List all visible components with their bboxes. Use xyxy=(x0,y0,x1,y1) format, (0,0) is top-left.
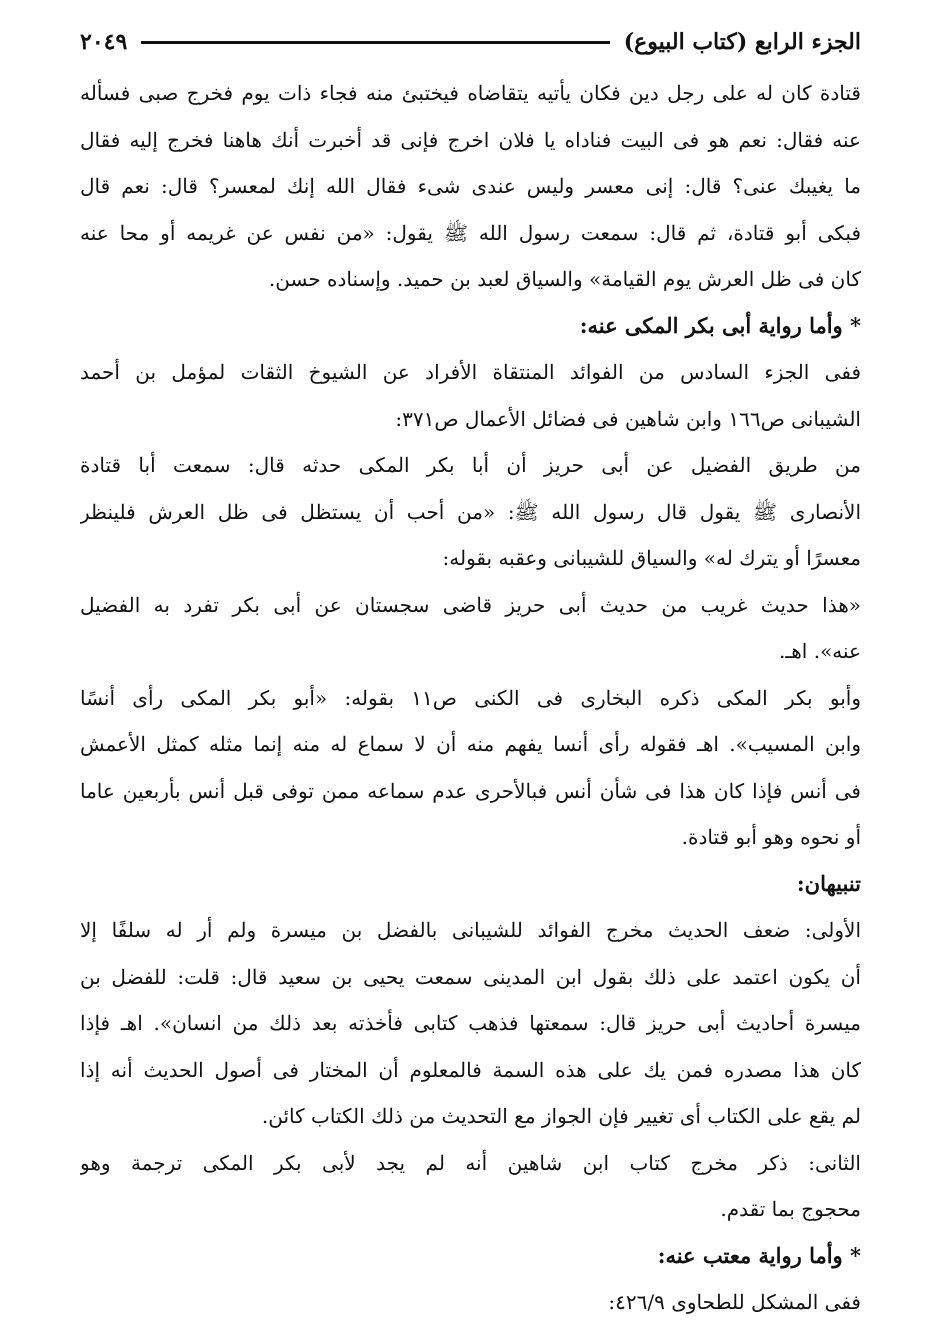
page-body xyxy=(80,70,861,1326)
text-line: ميسرة أحاديث أبى حريز قال: سمعتها فذهب كتابى فأخذته بعد ذلك من انسان». اهـ فإذا xyxy=(80,1011,861,1035)
text-line: أو نحوه وهو أبو قتادة. xyxy=(681,825,861,849)
section-heading-line: * وأما رواية معتب عنه: xyxy=(657,1242,861,1268)
text-line: معسرًا أو يترك له» والسياق للشيبانى وعقبه بقوله: xyxy=(442,546,861,570)
text-line: ففى المشكل للطحاوى ٤٢٦/٩: xyxy=(608,1290,861,1314)
text-line: محجوج بما تقدم. xyxy=(720,1197,861,1221)
text-line: كان هذا مصدره فمن يك على هذه السمة فالمعلوم أن المختار فى أصول الحديث أنه إذا xyxy=(80,1057,861,1082)
text-line: لم يقع على الكتاب أى تغيير فإن الجواز مع التحديث من ذلك الكتاب كائن. xyxy=(261,1104,861,1128)
text-line: وأبو بكر المكى ذكره البخارى فى الكنى ص١١ بقوله: «أبو بكر المكى رأى أنسًا xyxy=(80,685,861,710)
text-line: الأولى: ضعف الحديث مخرج الفوائد للشيبانى بالفضل بن ميسرة ولم أر له سلفًا إلا xyxy=(80,918,861,942)
header-rule xyxy=(141,41,609,44)
text-line: وابن المسيب». اهـ فقوله رأى أنسا يفهم منه أن لا سماع له منه إنما مثله كمثل الأعمش xyxy=(80,732,861,756)
text-line: الثانى: ذكر مخرج كتاب ابن شاهين أنه لم يجد لأبى بكر المكى ترجمة وهو xyxy=(80,1150,861,1175)
section-heading-line: * وأما رواية أبى بكر المكى عنه: xyxy=(579,312,861,338)
text-line: «هذا حديث غريب من حديث أبى حريز قاضى سجستان عن أبى بكر تفرد به الفضيل xyxy=(80,592,861,617)
page-number: ٢٠٤٩ xyxy=(80,29,128,55)
text-line: كان فى ظل العرش يوم القيامة» والسياق لعبد بن حميد. وإسناده حسن. xyxy=(268,267,861,291)
text-line: ما يغيبك عنى؟ قال: إنى معسر وليس عندى شىء فقال الله إنك لمعسر؟ قال: نعم قال xyxy=(80,174,861,198)
text-line: الشيبانى ص١٦٦ وابن شاهين فى فضائل الأعمال ص٣٧١: xyxy=(395,406,861,431)
section-heading-line: تنبيهان: xyxy=(796,870,861,896)
text-line: فى أنس فإذا كان هذا فى شأن أنس فبالأحرى عدم سماعه ممن توفى قبل أنس بأربعين عاما xyxy=(80,778,861,803)
text-line: أن يكون اعتمد على ذلك بقول ابن المدينى سمعت يحيى بن سعيد قال: قلت: للفضل بن xyxy=(80,964,861,989)
text-line: ففى الجزء السادس من الفوائد المنتقاة الأفراد عن الشيوخ الثقات لمؤمل بن أحمد xyxy=(80,360,861,384)
text-line: قتادة كان له على رجل دين فكان يأتيه يتقاضاه فيختبئ منه فجاء ذات يوم فخرج صبى فسأله xyxy=(80,81,861,105)
running-header xyxy=(80,22,861,62)
text-line: فبكى أبو قتادة، ثم قال: سمعت رسول الله ﷺ يقول: «من نفس عن غريمه أو محا عنه xyxy=(80,220,861,245)
text-line: من طريق الفضيل عن أبى حريز أن أبا بكر المكى حدثه قال: سمعت أبا قتادة xyxy=(80,453,861,477)
header-title: الجزء الرابع (كتاب البيوع) xyxy=(623,29,861,55)
text-line: عنه فقال: نعم هو فى البيت فناداه يا فلان اخرج فإنى قد أخبرت أنك هاهنا فخرج إليه فقال xyxy=(80,127,861,152)
text-line: عنه». اهـ. xyxy=(779,639,861,663)
text-line: الأنصارى ﷺ يقول قال رسول الله ﷺ: «من أحب أن يستظل فى ظل العرش فلينظر xyxy=(80,499,861,524)
